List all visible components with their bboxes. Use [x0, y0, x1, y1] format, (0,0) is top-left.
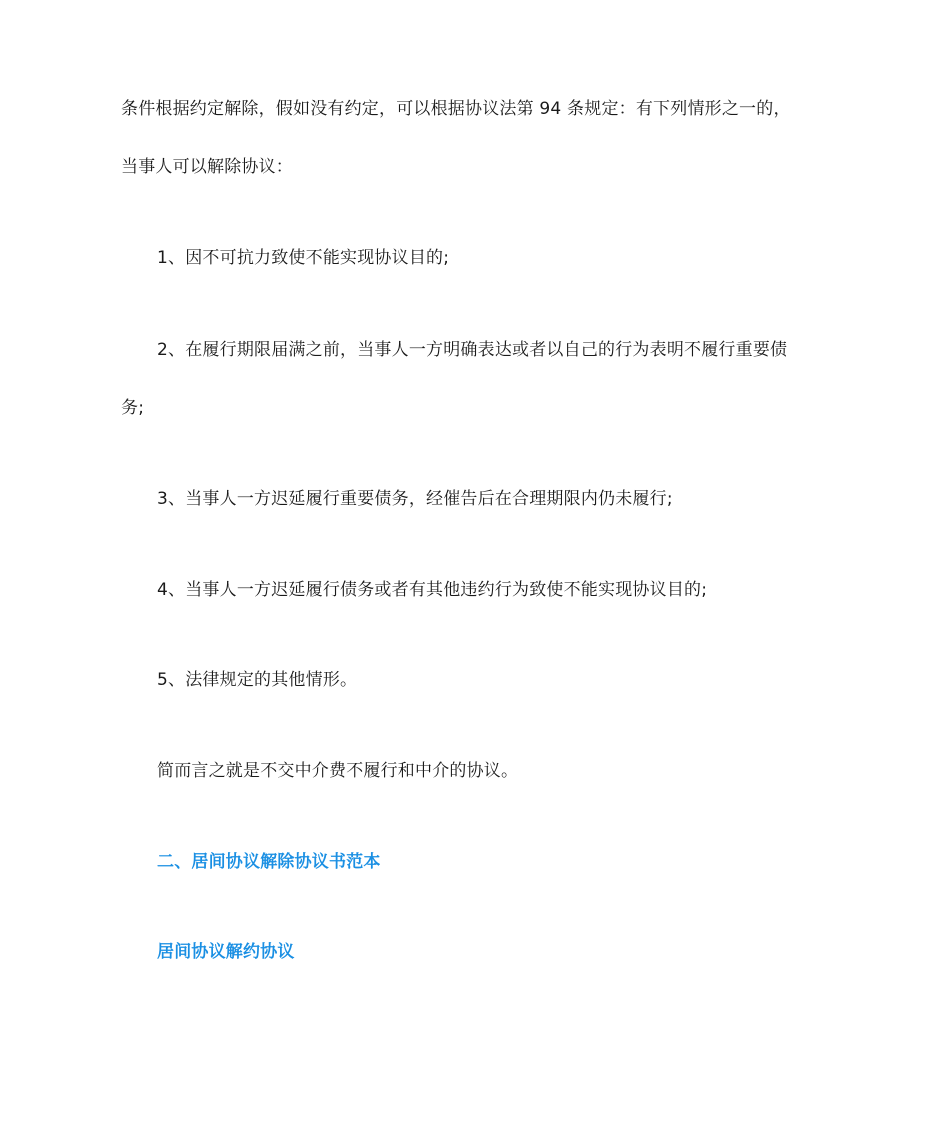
list-item-5: 5、法律规定的其他情形。 [157, 670, 358, 690]
list-item-2: 2、在履行期限届满之前，当事人一方明确表达或者以自己的行为表明不履行重要债 [157, 340, 788, 360]
list-item-3: 3、当事人一方迟延履行重要债务，经催告后在合理期限内仍未履行; [157, 489, 673, 509]
list-item-2-continuation: 务; [121, 398, 145, 418]
subheading: 居间协议解约协议 [157, 942, 295, 962]
section-heading: 二、居间协议解除协议书范本 [157, 852, 381, 872]
intro-line-1: 条件根据约定解除，假如没有约定，可以根据协议法第 94 条规定：有下列情形之一的， [121, 99, 791, 119]
list-item-1: 1、因不可抗力致使不能实现协议目的; [157, 248, 450, 268]
list-item-4: 4、当事人一方迟延履行债务或者有其他违约行为致使不能实现协议目的; [157, 580, 708, 600]
summary-paragraph: 简而言之就是不交中介费不履行和中介的协议。 [157, 761, 519, 781]
intro-line-2: 当事人可以解除协议： [121, 157, 293, 177]
